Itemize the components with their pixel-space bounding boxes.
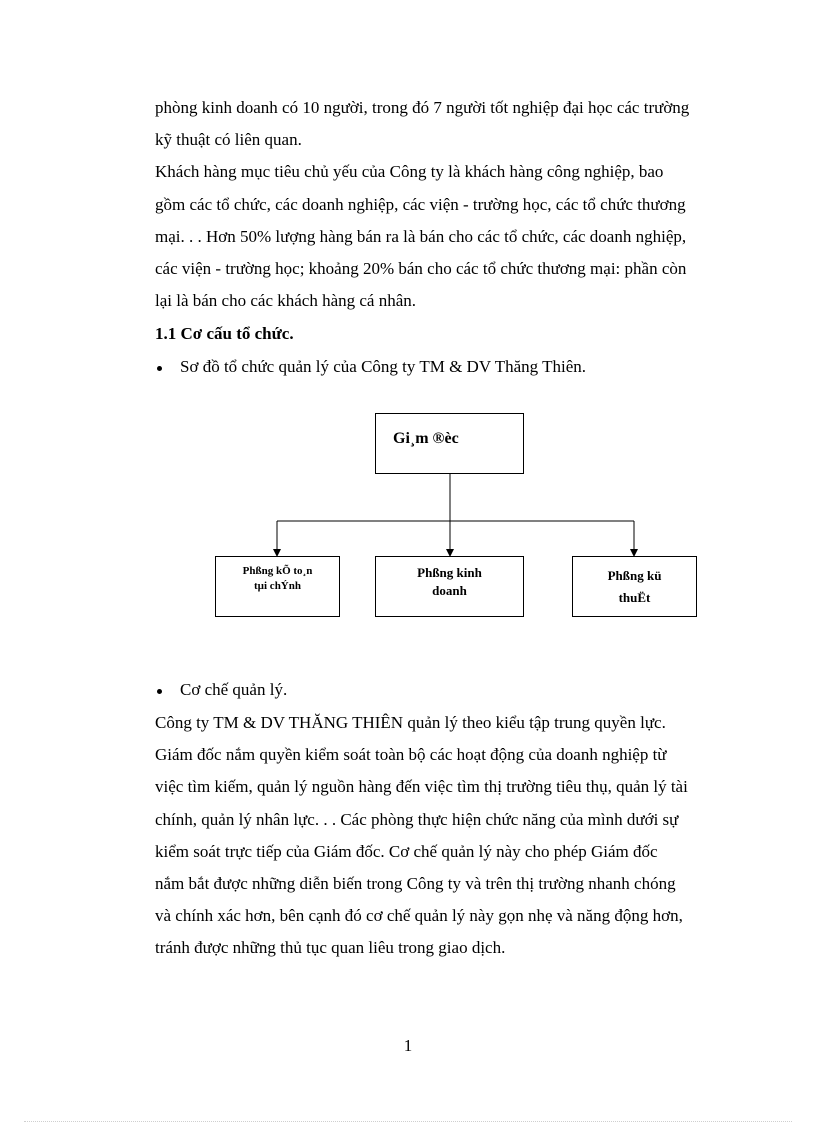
text-line: tránh được những thủ tục quan liêu trong giao dịch.: [155, 938, 506, 957]
org-box-technical: [572, 556, 697, 617]
page-number: 1: [403, 1036, 413, 1055]
text-line: chính, quản lý nhân lực. . . Các phòng thực hiện chức năng của mình dưới sự: [155, 810, 679, 829]
page-bottom-divider: [24, 1121, 792, 1122]
text-line: và chính xác hơn, bên cạnh đó cơ chế quản lý này gọn nhẹ và năng động hơn,: [155, 906, 683, 925]
org-box-business: [375, 556, 524, 617]
text-line: kỹ thuật có liên quan.: [155, 130, 302, 149]
text-line: lại là bán cho các khách hàng cá nhân.: [155, 291, 417, 310]
text-line: phòng kinh doanh có 10 người, trong đó 7 người tốt nghiệp đại học các trường: [155, 98, 690, 117]
bullet-management-mechanism: Cơ chế quản lý.: [180, 680, 288, 699]
org-box-label: Phßng kinh: [417, 565, 482, 580]
text-line: các viện - trường học; khoảng 20% bán cho các tổ chức thương mại: phần còn: [155, 259, 687, 278]
text-line: kiểm soát trực tiếp của Giám đốc. Cơ chế quản lý này cho phép Giám đốc: [155, 842, 658, 861]
section-heading: 1.1 Cơ cấu tổ chức.: [155, 324, 294, 343]
text-line: nắm bắt được những diễn biến trong Công ty và trên thị trường nhanh chóng: [155, 874, 676, 893]
text-line: gồm các tổ chức, các doanh nghiệp, các viện - trường học, các tổ chức thương: [155, 195, 686, 214]
org-box-label: tµi chÝnh: [254, 580, 301, 592]
org-box-label: Gi¸m ®èc: [393, 430, 459, 447]
text-line: việc tìm kiếm, quản lý nguồn hàng đến việc tìm thị trường tiêu thụ, quản lý tài: [155, 777, 688, 796]
org-box-label: doanh: [432, 583, 467, 598]
org-box-label: Phßng kÕ to¸n: [242, 565, 313, 577]
bullet-org-chart-caption: Sơ đồ tổ chức quản lý của Công ty TM & DV Thăng Thiên.: [180, 357, 587, 376]
org-box-director: [375, 413, 524, 474]
org-box-label: thuËt: [618, 590, 651, 605]
org-box-label: Phßng kü: [607, 568, 662, 583]
bullet-icon: [157, 689, 162, 694]
text-line: Giám đốc nắm quyền kiểm soát toàn bộ các hoạt động của doanh nghiệp từ: [155, 745, 667, 764]
text-line: Khách hàng mục tiêu chủ yếu của Công ty là khách hàng công nghiệp, bao: [155, 162, 664, 181]
org-box-accounting-finance: [215, 556, 340, 617]
text-line: Công ty TM & DV THĂNG THIÊN quản lý theo kiểu tập trung quyền lực.: [155, 713, 666, 732]
text-line: mại. . . Hơn 50% lượng hàng bán ra là bán cho các tổ chức, các doanh nghiệp,: [155, 227, 687, 246]
